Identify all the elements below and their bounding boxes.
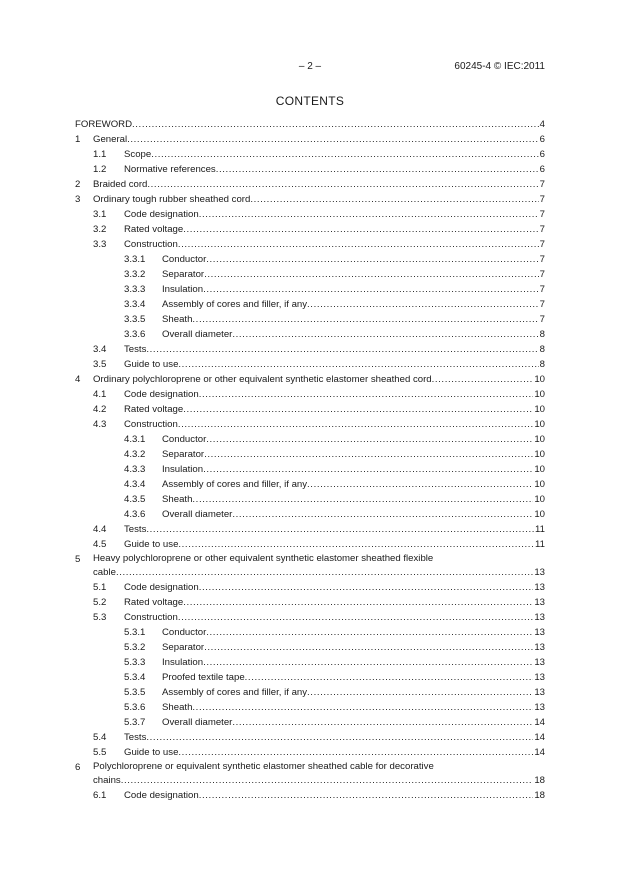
dot-leader	[204, 267, 539, 282]
toc-entry-number: 3.3.1	[124, 254, 146, 265]
toc-entry-number: 4.2	[93, 404, 107, 415]
toc-entry-page: 13	[534, 642, 545, 653]
toc-entry-page: 7	[539, 194, 545, 205]
dot-leader	[232, 715, 533, 730]
toc-entry-page: 7	[539, 209, 545, 220]
toc-entry-label: Assembly of cores and filler, if any	[162, 299, 308, 310]
dot-leader	[232, 327, 538, 342]
toc-entry-number: 5.3.7	[124, 717, 146, 728]
toc-entry[interactable]	[75, 580, 545, 595]
dot-leader	[147, 177, 538, 192]
dot-leader	[307, 685, 533, 700]
toc-entry-number: 4	[75, 374, 81, 385]
toc-entry-number: 5	[75, 554, 81, 565]
toc-entry-page: 8	[539, 329, 545, 340]
toc-entry[interactable]	[75, 237, 545, 252]
toc-entry-number: 1.1	[93, 149, 107, 160]
standard-reference: 60245-4 © IEC:2011	[454, 61, 545, 72]
toc-entry-page: 7	[539, 224, 545, 235]
dot-leader	[232, 507, 533, 522]
toc-entry[interactable]	[75, 387, 545, 402]
dot-leader	[199, 580, 534, 595]
toc-entry[interactable]	[75, 462, 545, 477]
dot-leader	[206, 252, 538, 267]
dot-leader	[183, 402, 533, 417]
dot-leader	[206, 625, 533, 640]
dot-leader	[199, 788, 534, 803]
toc-entry-page: 11	[535, 539, 545, 550]
toc-entry-page: 8	[539, 344, 545, 355]
toc-entry-label: Overall diameter	[162, 509, 233, 520]
dot-leader	[204, 447, 533, 462]
toc-entry[interactable]	[75, 492, 545, 507]
toc-entry-number: 5.3.3	[124, 657, 146, 668]
toc-entry-number: 5.3.6	[124, 702, 146, 713]
toc-entry[interactable]	[75, 507, 545, 522]
toc-entry-number: 3	[75, 194, 81, 205]
toc-entry-number: 3.3	[93, 239, 107, 250]
toc-entry[interactable]	[75, 670, 545, 685]
toc-entry-page: 10	[534, 494, 545, 505]
toc-entry[interactable]	[75, 357, 545, 372]
toc-entry-page: 7	[539, 299, 545, 310]
toc-entry-label: Tests	[124, 524, 147, 535]
toc-entry-number: 3.3.2	[124, 269, 146, 280]
toc-entry-label: Normative references	[124, 164, 216, 175]
toc-entry[interactable]	[75, 222, 545, 237]
toc-entry[interactable]	[75, 730, 545, 745]
toc-entry-number: 5.3	[93, 612, 107, 623]
toc-entry-number: 3.4	[93, 344, 107, 355]
toc-entry-label: Conductor	[162, 254, 207, 265]
toc-entry-label: Separator	[162, 449, 205, 460]
dot-leader	[178, 237, 539, 252]
toc-entry-number: 4.3.6	[124, 509, 146, 520]
toc-entry[interactable]	[75, 252, 545, 267]
toc-entry-number: 3.3.6	[124, 329, 146, 340]
toc-entry[interactable]	[75, 625, 545, 640]
dot-leader	[203, 655, 533, 670]
dot-leader	[127, 132, 539, 147]
toc-entry-page: 13	[534, 672, 545, 683]
toc-entry-title-line: Heavy polychloroprene or other equivalent synthetic elastomer sheathed flexible	[93, 553, 434, 564]
toc-entry-label: General	[93, 134, 128, 145]
toc-entry-label: Rated voltage	[124, 597, 184, 608]
toc-entry-number: 5.3.5	[124, 687, 146, 698]
toc-entry-page: 10	[534, 419, 545, 430]
toc-entry-page: 10	[534, 479, 545, 490]
toc-entry-number: 4.5	[93, 539, 107, 550]
toc-entry[interactable]	[75, 297, 545, 312]
toc-entry-number: 3.2	[93, 224, 107, 235]
toc-entry-label: chains	[93, 775, 121, 786]
dot-leader	[250, 192, 538, 207]
toc-entry-number: 3.5	[93, 359, 107, 370]
toc-entry-number: 3.1	[93, 209, 107, 220]
toc-entry[interactable]	[75, 432, 545, 447]
toc-entry-page: 18	[534, 775, 545, 786]
dot-leader	[307, 477, 533, 492]
toc-entry-number: 5.5	[93, 747, 107, 758]
toc-entry[interactable]	[75, 595, 545, 610]
toc-entry-label: Rated voltage	[124, 224, 184, 235]
toc-entry-label: Conductor	[162, 434, 207, 445]
toc-entry[interactable]	[75, 700, 545, 715]
toc-entry-page: 10	[534, 434, 545, 445]
dot-leader	[178, 610, 533, 625]
dot-leader	[203, 282, 539, 297]
toc-entry-number: 4.3.4	[124, 479, 146, 490]
toc-entry-label: cable	[93, 567, 116, 578]
toc-entry[interactable]	[75, 655, 545, 670]
toc-entry-label: Construction	[124, 239, 178, 250]
toc-entry-page: 7	[539, 239, 545, 250]
toc-entry-number: 5.2	[93, 597, 107, 608]
toc-entry-page: 7	[539, 284, 545, 295]
toc-entry-page: 11	[535, 524, 545, 535]
toc-entry-number: 4.3.5	[124, 494, 146, 505]
toc-entry-page: 10	[534, 404, 545, 415]
toc-entry-page: 10	[534, 509, 545, 520]
toc-entry-page: 10	[534, 464, 545, 475]
toc-entry-label: Sheath	[162, 702, 193, 713]
toc-entry-label: Code designation	[124, 790, 199, 801]
toc-entry[interactable]	[75, 117, 545, 132]
dot-leader	[192, 492, 533, 507]
toc-entry-label: Assembly of cores and filler, if any	[162, 479, 308, 490]
toc-entry-number: 5.3.2	[124, 642, 146, 653]
toc-entry[interactable]	[75, 745, 545, 760]
dot-leader	[192, 312, 538, 327]
toc-entry-label: Insulation	[162, 284, 204, 295]
dot-leader	[146, 730, 533, 745]
toc-entry-page: 18	[534, 790, 545, 801]
dot-leader	[151, 147, 538, 162]
toc-entry-page: 14	[534, 732, 545, 743]
toc-entry[interactable]	[75, 788, 545, 803]
toc-entry[interactable]	[75, 552, 545, 580]
dot-leader	[204, 640, 533, 655]
toc-entry-page: 8	[539, 359, 545, 370]
toc-entry[interactable]	[75, 267, 545, 282]
dot-leader	[178, 745, 533, 760]
toc-entry-number: 4.3.2	[124, 449, 146, 460]
toc-entry-label: FOREWORD	[75, 119, 133, 130]
toc-entry-label: Code designation	[124, 389, 199, 400]
toc-entry[interactable]	[75, 132, 545, 147]
toc-entry-label: Tests	[124, 344, 147, 355]
toc-entry-number: 4.4	[93, 524, 107, 535]
toc-entry[interactable]	[75, 477, 545, 492]
toc-entry[interactable]	[75, 402, 545, 417]
dot-leader	[178, 357, 538, 372]
toc-entry-number: 4.3.3	[124, 464, 146, 475]
toc-entry-page: 13	[534, 627, 545, 638]
toc-entry-label: Tests	[124, 732, 147, 743]
dot-leader	[245, 670, 534, 685]
toc-entry-page: 13	[534, 702, 545, 713]
toc-entry-page: 10	[534, 389, 545, 400]
toc-entry-label: Separator	[162, 642, 205, 653]
toc-entry[interactable]	[75, 610, 545, 625]
toc-entry-page: 6	[539, 149, 545, 160]
toc-entry-page: 10	[534, 374, 545, 385]
toc-entry[interactable]	[75, 372, 545, 387]
toc-entry[interactable]	[75, 640, 545, 655]
toc-entry-page: 6	[539, 164, 545, 175]
toc-entry[interactable]	[75, 207, 545, 222]
dot-leader	[183, 595, 533, 610]
toc-entry-label: Insulation	[162, 464, 204, 475]
toc-entry-label: Braided cord	[93, 179, 148, 190]
toc-entry-title-line: Polychloroprene or equivalent synthetic elastomer sheathed cable for decorative	[93, 761, 434, 772]
toc-entry-number: 1.2	[93, 164, 107, 175]
toc-entry-page: 7	[539, 269, 545, 280]
toc-entry-page: 7	[539, 179, 545, 190]
toc-entry[interactable]	[75, 282, 545, 297]
dot-leader	[116, 565, 533, 580]
toc-entry-number: 6.1	[93, 790, 107, 801]
toc-entry[interactable]	[75, 162, 545, 177]
toc-entry-page: 13	[534, 582, 545, 593]
dot-leader	[178, 417, 533, 432]
dot-leader	[132, 117, 539, 132]
toc-entry[interactable]	[75, 685, 545, 700]
toc-entry-number: 5.4	[93, 732, 107, 743]
toc-entry-page: 13	[534, 597, 545, 608]
dot-leader	[203, 462, 533, 477]
toc-entry-number: 4.3.1	[124, 434, 146, 445]
dot-leader	[183, 222, 538, 237]
toc-entry[interactable]	[75, 522, 545, 537]
toc-entry-label: Rated voltage	[124, 404, 184, 415]
toc-entry-label: Guide to use	[124, 359, 179, 370]
dot-leader	[121, 773, 534, 788]
toc-entry[interactable]	[75, 342, 545, 357]
toc-entry-label: Code designation	[124, 582, 199, 593]
dot-leader	[199, 387, 534, 402]
toc-entry-number: 6	[75, 762, 81, 773]
toc-entry-label: Separator	[162, 269, 205, 280]
toc-entry[interactable]	[75, 177, 545, 192]
toc-entry-number: 5.3.4	[124, 672, 146, 683]
toc-entry-page: 7	[539, 314, 545, 325]
toc-entry[interactable]	[75, 447, 545, 462]
toc-entry-number: 3.3.4	[124, 299, 146, 310]
toc-entry-number: 4.1	[93, 389, 107, 400]
toc-entry[interactable]	[75, 312, 545, 327]
toc-entry-label: Insulation	[162, 657, 204, 668]
toc-entry-label: Construction	[124, 419, 178, 430]
dot-leader	[146, 522, 534, 537]
toc-entry-page: 14	[534, 717, 545, 728]
dot-leader	[199, 207, 539, 222]
toc-entry-page: 13	[534, 687, 545, 698]
toc-entry-page: 7	[539, 254, 545, 265]
toc-entry-label: Conductor	[162, 627, 207, 638]
toc-entry-page: 6	[539, 134, 545, 145]
toc-entry-label: Construction	[124, 612, 178, 623]
toc-entry-label: Sheath	[162, 314, 193, 325]
table-of-contents	[75, 117, 545, 803]
toc-entry[interactable]	[75, 715, 545, 730]
toc-entry-number: 5.1	[93, 582, 107, 593]
toc-entry-label: Ordinary tough rubber sheathed cord	[93, 194, 251, 205]
dot-leader	[432, 372, 534, 387]
contents-title: CONTENTS	[275, 94, 345, 108]
toc-entry-label: Guide to use	[124, 539, 179, 550]
toc-entry-page: 4	[539, 119, 545, 130]
toc-entry-label: Proofed textile tape	[162, 672, 245, 683]
toc-entry[interactable]	[75, 147, 545, 162]
toc-entry[interactable]	[75, 417, 545, 432]
dot-leader	[146, 342, 538, 357]
toc-entry-label: Scope	[124, 149, 152, 160]
toc-entry-label: Guide to use	[124, 747, 179, 758]
toc-entry-label: Sheath	[162, 494, 193, 505]
dot-leader	[206, 432, 533, 447]
toc-entry-number: 1	[75, 134, 81, 145]
toc-entry-page: 13	[534, 657, 545, 668]
toc-entry-label: Assembly of cores and filler, if any	[162, 687, 308, 698]
dot-leader	[307, 297, 539, 312]
toc-entry-label: Code designation	[124, 209, 199, 220]
dot-leader	[178, 537, 534, 552]
toc-entry-number: 5.3.1	[124, 627, 146, 638]
toc-entry-number: 2	[75, 179, 81, 190]
toc-entry[interactable]	[75, 537, 545, 552]
dot-leader	[216, 162, 539, 177]
toc-entry[interactable]	[75, 327, 545, 342]
toc-entry-number: 4.3	[93, 419, 107, 430]
toc-entry-page: 13	[534, 612, 545, 623]
toc-entry[interactable]	[75, 760, 545, 788]
toc-entry-label: Overall diameter	[162, 329, 233, 340]
toc-entry-page: 14	[534, 747, 545, 758]
toc-entry-label: Ordinary polychloroprene or other equivalent synthetic elastomer sheathed cord	[93, 374, 432, 385]
dot-leader	[192, 700, 533, 715]
toc-entry-number: 3.3.3	[124, 284, 146, 295]
toc-entry-number: 3.3.5	[124, 314, 146, 325]
toc-entry-page: 13	[534, 567, 545, 578]
toc-entry-label: Overall diameter	[162, 717, 233, 728]
toc-entry-page: 10	[534, 449, 545, 460]
toc-entry[interactable]	[75, 192, 545, 207]
page-number: – 2 –	[298, 61, 322, 72]
